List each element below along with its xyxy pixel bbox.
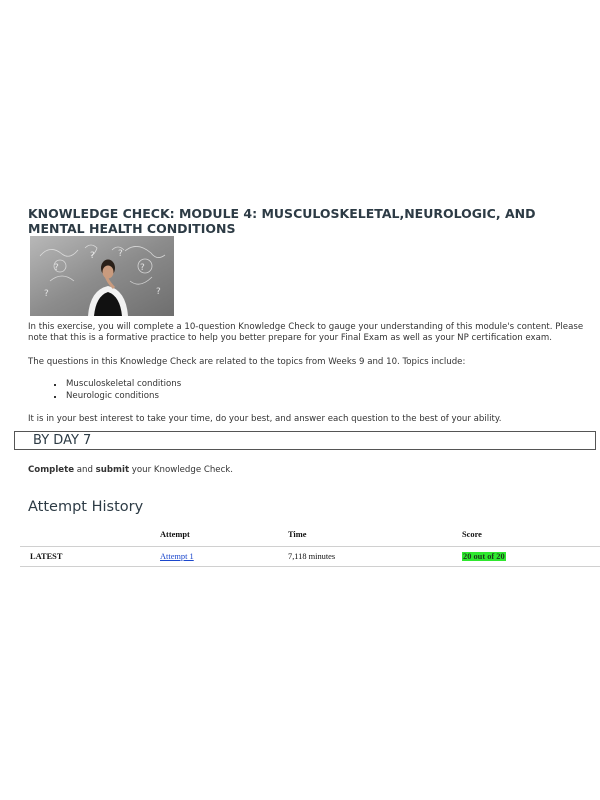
svg-text:?: ? (140, 263, 145, 273)
day-heading-box (14, 431, 596, 450)
closing-paragraph: It is in your best interest to take your time, do your best, and answer each question to the best of your ability. (28, 414, 502, 424)
topics-intro: The questions in this Knowledge Check are related to the topics from Weeks 9 and 10. Topics include: (28, 357, 466, 367)
column-header-score: Score (462, 530, 482, 539)
score-badge: 20 out of 20 (463, 552, 505, 561)
svg-text:?: ? (156, 287, 161, 297)
latest-label: LATEST (30, 552, 63, 561)
svg-text:?: ? (54, 263, 59, 273)
complete-word: Complete (28, 465, 75, 475)
column-header-time: Time (288, 530, 307, 539)
column-header-attempt: Attempt (160, 530, 190, 539)
thinking-man-image (30, 236, 174, 316)
hero-illustration (30, 236, 174, 316)
svg-text:?: ? (44, 289, 49, 299)
submit-word: submit (95, 465, 130, 475)
row-divider (20, 566, 600, 567)
and-word: and (74, 465, 96, 475)
header-divider (20, 546, 600, 547)
list-item: Neurologic conditions (48, 390, 181, 402)
svg-text:?: ? (118, 249, 123, 259)
list-item: Musculoskeletal conditions (48, 378, 181, 390)
topics-list (48, 378, 181, 402)
complete-instruction (28, 465, 233, 476)
attempt-1-link[interactable]: Attempt 1 (160, 552, 194, 561)
intro-paragraph: In this exercise, you will complete a 10-question Knowledge Check to gauge your understanding of this module's content. Please note that this is a formative practice to help you better prepare for your Final Exam as well as your NP certification exam. (28, 322, 584, 343)
attempt-history-heading: Attempt History (28, 499, 144, 515)
attempt-score (462, 552, 506, 561)
complete-rest: your Knowledge Check. (129, 465, 234, 475)
svg-text:?: ? (90, 251, 95, 261)
attempt-time: 7,118 minutes (288, 552, 336, 561)
day-heading: BY DAY 7 (33, 433, 92, 448)
page-title: KNOWLEDGE CHECK: MODULE 4: MUSCULOSKELETAL,NEUROLOGIC, AND MENTAL HEALTH CONDITIONS (28, 206, 536, 236)
